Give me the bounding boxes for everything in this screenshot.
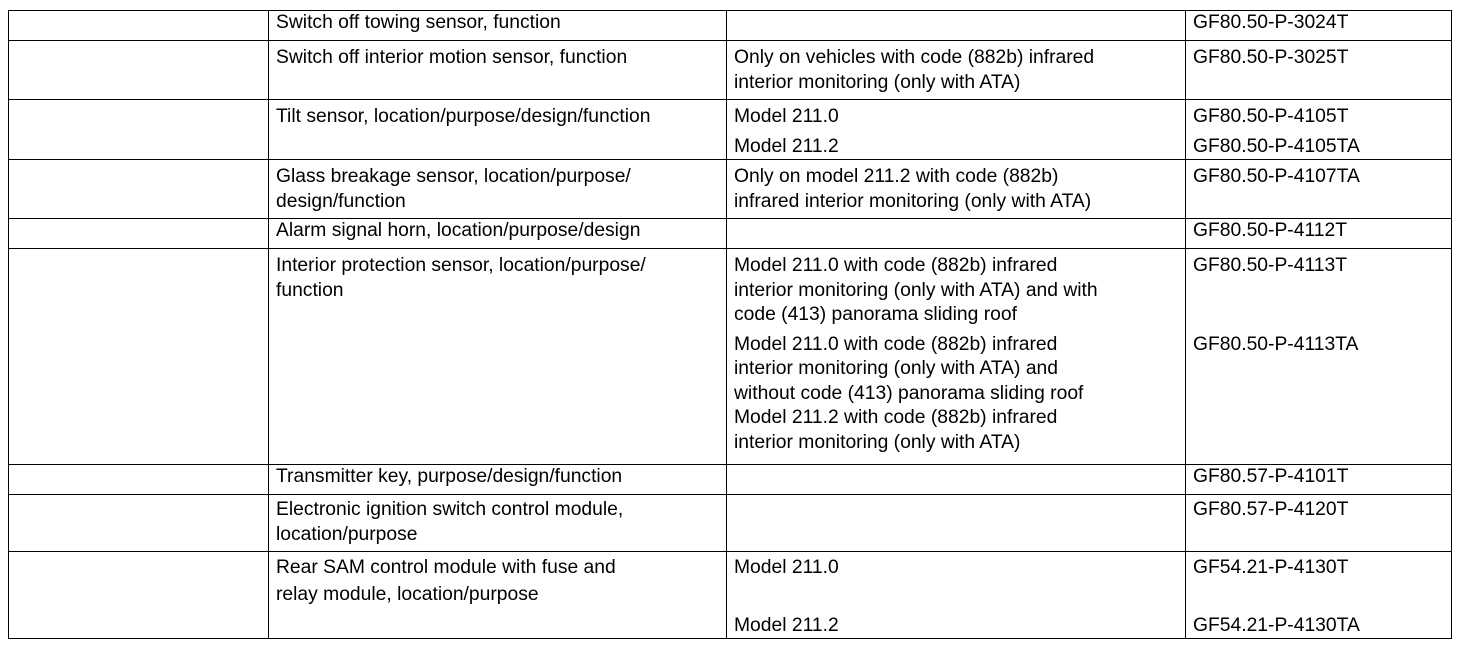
condition-cell — [727, 552, 1186, 639]
blank-cell — [9, 219, 269, 249]
document-cell — [1186, 249, 1452, 465]
document-cell — [1186, 100, 1452, 160]
condition-cell — [727, 100, 1186, 160]
condition-cell — [727, 11, 1186, 41]
document-line: GF80.50-P-4105T — [1193, 106, 1349, 127]
description-cell: Transmitter key, purpose/design/function — [269, 465, 727, 495]
condition-line: Only on model 211.2 with code (882b) — [734, 166, 1059, 187]
table-row — [9, 100, 1452, 160]
condition-line: Model 211.2 — [734, 135, 839, 157]
condition-line: Model 211.2 — [734, 614, 839, 636]
blank-cell — [9, 249, 269, 465]
table-row — [9, 160, 1452, 219]
table-row — [9, 219, 1452, 249]
condition-cell — [727, 249, 1186, 465]
document-cell: GF80.50-P-3025T — [1186, 41, 1452, 100]
document-cell: GF80.57-P-4120T — [1186, 495, 1452, 552]
document-line: GF54.21-P-4130TA — [1193, 614, 1360, 636]
condition-line: interior monitoring (only with ATA) — [734, 431, 1021, 453]
condition-line: infrared interior monitoring (only with ATA) — [734, 190, 1092, 212]
description-cell: Switch off towing sensor, function — [269, 11, 727, 41]
condition-line: Only on vehicles with code (882b) infrared — [734, 47, 1095, 68]
condition-line: interior monitoring (only with ATA) — [734, 71, 1021, 93]
document-cell: GF80.50-P-3024T — [1186, 11, 1452, 41]
description-line: Rear SAM control module with fuse and — [276, 557, 616, 578]
description-cell: Switch off interior motion sensor, function — [269, 41, 727, 100]
blank-cell — [9, 552, 269, 639]
description-cell — [269, 160, 727, 219]
description-line: relay module, location/purpose — [276, 583, 539, 605]
table-row — [9, 11, 1452, 41]
blank-cell — [9, 160, 269, 219]
document-cell — [1186, 552, 1452, 639]
blank-cell — [9, 465, 269, 495]
condition-line: code (413) panorama sliding roof — [734, 304, 1017, 325]
condition-cell — [727, 495, 1186, 552]
description-cell: Tilt sensor, location/purpose/design/function — [269, 100, 727, 160]
blank-cell — [9, 495, 269, 552]
description-line: Electronic ignition switch control module, — [276, 499, 624, 520]
table-row — [9, 465, 1452, 495]
table-row — [9, 552, 1452, 639]
blank-cell — [9, 11, 269, 41]
condition-line: Model 211.0 with code (882b) infrared — [734, 255, 1058, 276]
table-row — [9, 249, 1452, 465]
document-line: GF80.50-P-4113T — [1193, 255, 1347, 276]
condition-cell — [727, 465, 1186, 495]
description-line: design/function — [276, 190, 406, 212]
condition-line: Model 211.2 with code (882b) infrared — [734, 407, 1058, 428]
condition-line: interior monitoring (only with ATA) and with — [734, 279, 1098, 301]
description-cell — [269, 249, 727, 465]
condition-line: without code (413) panorama sliding roof — [734, 382, 1084, 404]
blank-cell — [9, 41, 269, 100]
table-row — [9, 41, 1452, 100]
condition-line: interior monitoring (only with ATA) and — [734, 358, 1058, 379]
document-cell: GF80.50-P-4107TA — [1186, 160, 1452, 219]
reference-table — [8, 10, 1452, 639]
description-cell — [269, 552, 727, 639]
document-cell: GF80.57-P-4101T — [1186, 465, 1452, 495]
description-line: Interior protection sensor, location/purpose/ — [276, 255, 646, 276]
condition-cell — [727, 219, 1186, 249]
condition-cell — [727, 160, 1186, 219]
document-line: GF80.50-P-4113TA — [1193, 333, 1359, 355]
blank-cell — [9, 100, 269, 160]
condition-line: Model 211.0 — [734, 106, 839, 127]
description-cell: Alarm signal horn, location/purpose/design — [269, 219, 727, 249]
document-line: GF54.21-P-4130T — [1193, 557, 1349, 578]
description-line: location/purpose — [276, 523, 418, 545]
condition-cell — [727, 41, 1186, 100]
condition-line: Model 211.0 with code (882b) infrared — [734, 333, 1058, 355]
document-cell: GF80.50-P-4112T — [1186, 219, 1452, 249]
condition-line: Model 211.0 — [734, 557, 839, 578]
document-line: GF80.50-P-4105TA — [1193, 135, 1360, 157]
description-cell — [269, 495, 727, 552]
description-line: Glass breakage sensor, location/purpose/ — [276, 166, 631, 187]
description-line: function — [276, 279, 344, 301]
table-row — [9, 495, 1452, 552]
